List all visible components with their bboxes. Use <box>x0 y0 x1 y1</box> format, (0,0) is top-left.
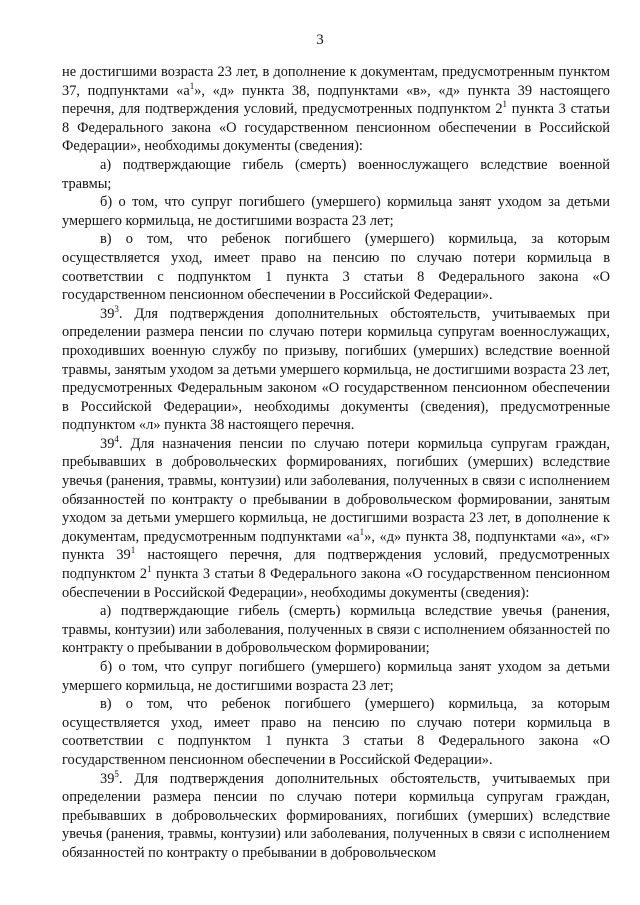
text-segment: в) о том, что ребенок погибшего (умершего) кормильца, за которым осуществляется уход, имеет право на пенсию по случаю потери кормильца в соответствии с подпунктом 1 пункта 3 статьи 8 Федерального закона «О государственном пенсионном обеспечении в Российской Федерации». <box>62 231 610 304</box>
superscript: 1 <box>189 80 195 91</box>
text-segment: », «д» пункта 38, подпунктами «а», «г» пункта 39 <box>62 528 610 564</box>
text-segment: 39 <box>100 435 115 452</box>
text-segment: б) о том, что супруг погибшего (умершего) кормильца занят уходом за детьми умершего кормильца, не достигшими возраста 23 лет; <box>62 194 610 229</box>
paragraph <box>62 658 610 695</box>
text-segment: не достигшими возраста 23 лет, в дополнение к документам, предусмотренным пунктом 37, подпунктами «а <box>62 64 610 99</box>
text-segment: пункта 3 статьи 8 Федерального закона «О государственном пенсионном обеспечении в Российской Федерации», необходимы документы (сведения): <box>62 566 610 601</box>
paragraph <box>62 602 610 658</box>
document-body <box>62 63 610 863</box>
paragraph <box>62 695 610 769</box>
paragraph <box>62 770 610 863</box>
superscript: 4 <box>114 433 119 444</box>
superscript: 3 <box>114 303 119 314</box>
text-segment: », «д» пункта 38, подпунктами «в», «д» пункта 39 настоящего перечня, для подтверждения условий, предусмотренных подпунктом 2 <box>62 82 610 118</box>
superscript: 5 <box>114 768 119 779</box>
text-segment: 39 <box>100 770 115 787</box>
text-segment: пункта 3 статьи 8 Федерального закона «О государственном пенсионном обеспечении в Российской Федерации», необходимы документы (сведения): <box>62 101 610 155</box>
text-segment: . Для подтверждения дополнительных обстоятельств, учитываемых при определении размера пенсии по случаю потери кормильца супругам граждан, пребывавших в добровольческих формированиях, погибших (умерших) вследствие увечья (ранения, травмы, контузии) или заболевания, полученных в связи с исполнением обязанностей по контракту о пребывании в добровольческом <box>62 770 610 861</box>
paragraph <box>62 63 610 156</box>
page-number: 3 <box>316 32 324 48</box>
paragraph <box>62 156 610 193</box>
superscript: 1 <box>502 99 508 110</box>
paragraph <box>62 435 610 602</box>
text-segment: . Для подтверждения дополнительных обстоятельств, учитываемых при определении размера пенсии по случаю потери кормильца супругам военнослужащих, проходивших военную службу по призыву, погибших (умерших) вследствие военной травмы, занятым уходом за детьми умершего кормильца, не достигшими возраста 23 лет, предусмотренных Федеральным законом «О государственном пенсионном обеспечении в Российской Федерации», необходимы документы (сведения), предусмотренные подпунктом «л» пункта 38 настоящего перечня. <box>62 305 610 434</box>
text-segment: . Для назначения пенсии по случаю потери кормильца супругам граждан, пребывавших в добровольческих формированиях, погибших (умерших) вследствие увечья (ранения, травмы, контузии) или заболевания, полученных в связи с исполнением обязанностей по контракту о пребывании в добровольческом формировании, занятым уходом за детьми умершего кормильца, не достигшими возраста 23 лет, в дополнение к документам, предусмотренным подпунктами «а <box>62 435 610 545</box>
text-segment: а) подтверждающие гибель (смерть) военнослужащего вследствие военной травмы; <box>62 156 610 192</box>
superscript: 1 <box>359 526 365 537</box>
text-segment: 39 <box>100 305 115 322</box>
paragraph <box>62 230 610 304</box>
superscript: 1 <box>147 564 152 575</box>
superscript: 1 <box>130 545 136 556</box>
paragraph <box>62 305 610 435</box>
text-segment: б) о том, что супруг погибшего (умершего) кормильца занят уходом за детьми умершего кормильца, не достигшими возраста 23 лет; <box>62 659 610 694</box>
text-segment: настоящего перечня, для подтверждения условий, предусмотренных подпунктом 2 <box>62 547 610 583</box>
text-segment: а) подтверждающие гибель (смерть) кормильца вследствие увечья (ранения, травмы, контузии) или заболевания, полученных в связи с исполнением обязанностей по контракту о пребывании в добровольческом формировании; <box>62 603 610 657</box>
paragraph <box>62 193 610 230</box>
text-segment: в) о том, что ребенок погибшего (умершего) кормильца, за которым осуществляется уход, имеет право на пенсию по случаю потери кормильца в соответствии с подпунктом 1 пункта 3 статьи 8 Федерального закона «О государственном пенсионном обеспечении в Российской Федерации». <box>62 696 610 768</box>
